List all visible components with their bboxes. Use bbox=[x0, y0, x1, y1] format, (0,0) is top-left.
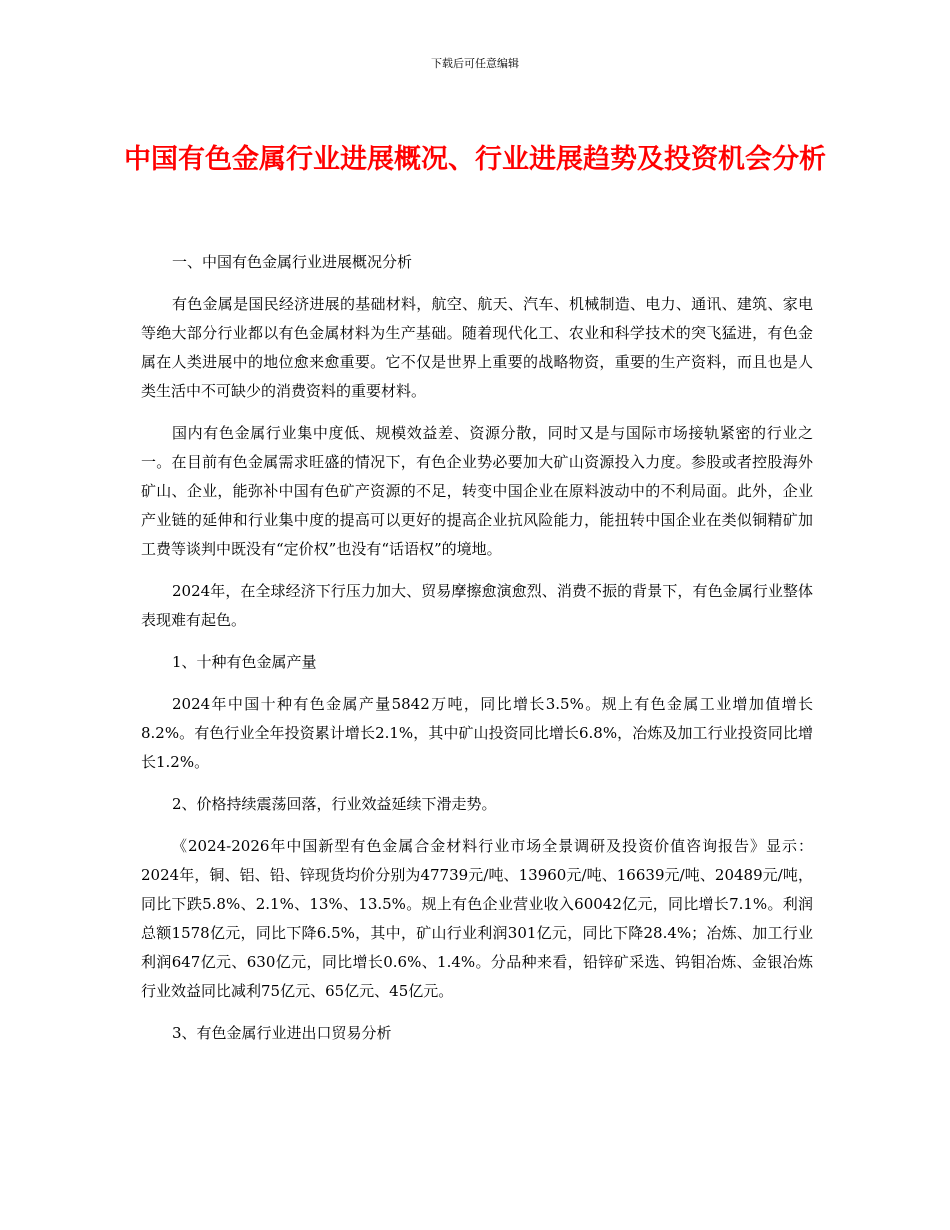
body-paragraph: 国内有色金属行业集中度低、规模效益差、资源分散，同时又是与国际市场接轨紧密的行业之一。在目前有色金属需求旺盛的情况下，有色企业势必要加大矿山资源投入力度。参股或者控股海外矿山、企业，能弥补中国有色矿产资源的不足，转变中国企业在原料波动中的不利局面。此外，企业产业链的延伸和行业集中度的提高可以更好的提高企业抗风险能力，能扭转中国企业在类似铜精矿加工费等谈判中既没有“定价权”也没有“话语权”的境地。 bbox=[141, 424, 813, 558]
body-paragraph: 2024年，在全球经济下行压力加大、贸易摩擦愈演愈烈、消费不振的背景下，有色金属行业整体表现难有起色。 bbox=[141, 582, 813, 629]
page-header: 下载后可任意编辑 bbox=[431, 57, 519, 70]
document-body bbox=[141, 248, 813, 1061]
body-paragraph: 《2024-2026年中国新型有色金属合金材料行业市场全景调研及投资价值咨询报告》显示：2024年，铜、铝、铅、锌现货均价分别为47739元/吨、13960元/吨、16639元/吨、20489元/吨，同比下跌5.8%、2.1%、13%、13.5%。规上有色企业营业收入60042亿元，同比增长7.1%。利润总额1578亿元，同比下降6.5%，其中，矿山行业利润301亿元，同比下降28.4%；冶炼、加工行业利润647亿元、630亿元，同比增长0.6%、1.4%。分品种来看，铅锌矿采选、钨钼冶炼、金银冶炼行业效益同比减利75亿元、65亿元、45亿元。 bbox=[141, 837, 813, 1000]
section-heading: 一、中国有色金属行业进展概况分析 bbox=[172, 253, 413, 271]
document-title: 中国有色金属行业进展概况、行业进展趋势及投资机会分析 bbox=[124, 144, 826, 175]
body-paragraph: 2024年中国十种有色金属产量5842万吨，同比增长3.5%。规上有色金属工业增加值增长8.2%。有色行业全年投资累计增长2.1%，其中矿山投资同比增长6.8%，冶炼及加工行业投资同比增长1.2%。 bbox=[141, 695, 813, 771]
subsection-heading: 2、价格持续震荡回落，行业效益延续下滑走势。 bbox=[172, 795, 497, 813]
body-paragraph: 有色金属是国民经济进展的基础材料，航空、航天、汽车、机械制造、电力、通讯、建筑、家电等绝大部分行业都以有色金属材料为生产基础。随着现代化工、农业和科学技术的突飞猛进，有色金属在人类进展中的地位愈来愈重要。它不仅是世界上重要的战略物资，重要的生产资料，而且也是人类生活中不可缺少的消费资料的重要材料。 bbox=[141, 295, 813, 400]
subsection-heading: 1、十种有色金属产量 bbox=[172, 653, 317, 671]
subsection-heading: 3、有色金属行业进出口贸易分析 bbox=[172, 1024, 392, 1042]
